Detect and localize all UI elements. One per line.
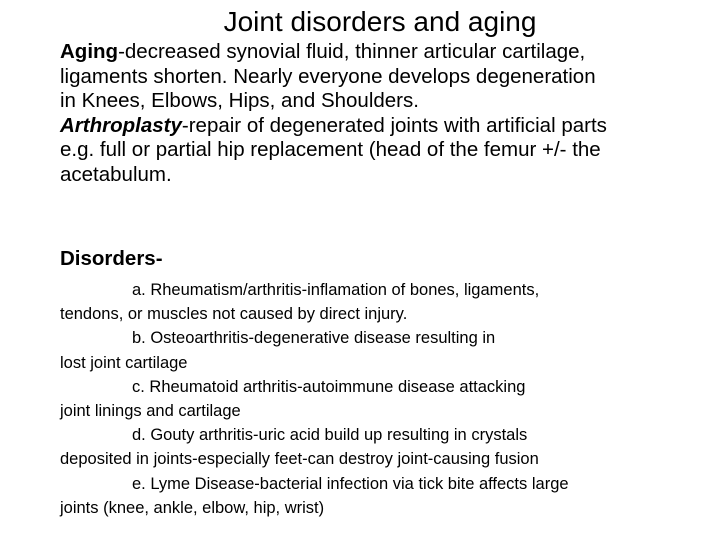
arthroplasty-line-2: e.g. full or partial hip replacement (head of the femur +/- the [60,138,601,161]
list-item [60,326,710,374]
arthroplasty-definition: -repair of degenerated joints with artificial parts [181,113,607,137]
disorder-line: lost joint cartilage [60,353,188,372]
disorder-line: e. Lyme Disease-bacterial infection via tick bite affects large [132,474,569,493]
arthroplasty-term: Arthroplasty [60,113,182,137]
disorder-line: d. Gouty arthritis-uric acid build up resulting in crystals [132,426,528,445]
aging-line-3: in Knees, Elbows, Hips, and Shoulders. [60,89,419,112]
aging-line-2: ligaments shorten. Nearly everyone develops degeneration [60,64,596,88]
list-item [60,472,710,520]
disorders-heading: Disorders- [60,247,163,270]
intro-paragraph [60,40,710,187]
arthroplasty-line-1 [60,114,710,139]
aging-term: Aging [60,40,119,63]
disorder-line: b. Osteoarthritis-degenerative disease resulting in [132,329,496,348]
slide-title: Joint disorders and aging [223,6,537,37]
disorder-line: joints (knee, ankle, elbow, hip, wrist) [60,498,325,517]
disorder-line: a. Rheumatism/arthritis-inflamation of bones, ligaments, [132,281,540,299]
aging-definition: -decreased synovial fluid, thinner articular cartilage, [118,40,586,63]
aging-line-1 [60,40,710,65]
disorder-line: joint linings and cartilage [60,402,241,421]
list-item [60,375,710,423]
disorders-list [60,278,710,520]
list-item [60,278,710,326]
list-item [60,423,710,471]
arthroplasty-line-3: acetabulum. [60,162,172,186]
disorder-line: tendons, or muscles not caused by direct injury. [60,305,408,324]
disorder-line: deposited in joints-especially feet-can destroy joint-causing fusion [60,450,539,469]
disorder-line: c. Rheumatoid arthritis-autoimmune disease attacking [132,377,526,396]
